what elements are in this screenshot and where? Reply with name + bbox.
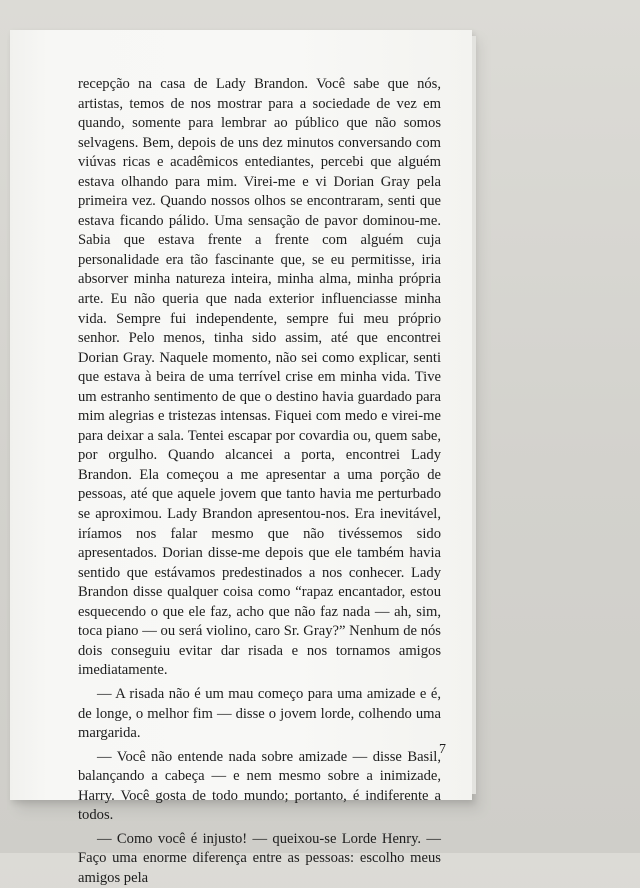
paragraph-3: — Você não entende nada sobre amizade — disse Basil, balançando a cabeça — e nem mesmo sobre a inimizade, Harry. Você gosta de todo mundo; portanto, é indiferente a todos.	[78, 748, 441, 824]
paragraph-1: recepção na casa de Lady Brandon. Você sabe que nós, artistas, temos de nos mostrar para a sociedade de vez em quando, somente para lembrar ao público que não somos selvagens. Bem, depois de uns dez minutos conversando com viúvas ricas e acadêmicos entediantes, percebi que alguém estava olhando para mim. Virei-me e vi Dorian Gray pela primeira vez. Quando nossos olhos se encontraram, senti que estava ficando pálido. Uma sensação de pavor dominou-me. Sabia que estava frente a frente com alguém cuja personalidade era tão fascinante que, se eu permitisse, iria absorver minha natureza inteira, minha alma, minha própria arte. Eu não queria que nada exterior influenciasse minha vida. Sempre fui independente, sempre fui meu próprio senhor. Pelo menos, tinha sido assim, até que encontrei Dorian Gray. Naquele momento, não sei como explicar, senti que estava à beira de uma terrível crise em minha vida. Tive um estranho sentimento de que o destino havia guardado para mim alegrias e tristezas intensas. Fiquei com medo e virei-me para deixar a sala. Tentei escapar por covardia ou, quem sabe, por orgulho. Quando alcancei a porta, encontrei Lady Brandon. Ela começou a me apresentar a uma porção de pessoas, até que aquele jovem que tanto havia me perturbado se aproximou. Lady Brandon apresentou-nos. Era inevitável, iríamos nos falar mesmo que não tivéssemos sido apresentados. Dorian disse-me depois que ele também havia sentido que estávamos predestinados a nos conhecer. Lady Brandon disse qualquer coisa como “rapaz encantador, estou esquecendo o que ele faz, acho que não faz nada — ah, sim, toca piano — ou será violino, caro Sr. Gray?” Nenhum de nós dois conseguiu evitar dar risada e nos tornamos amigos imediatamente.	[78, 76, 441, 679]
paragraph-2: — A risada não é um mau começo para uma amizade e é, de longe, o melhor fim — disse o jovem lorde, colhendo uma margarida.	[78, 685, 441, 742]
paragraph-4: — Como você é injusto! — queixou-se Lorde Henry. — Faço uma enorme diferença entre as pessoas: escolho meus amigos pela	[78, 830, 441, 886]
page-edge	[472, 36, 476, 794]
page-number: 7	[439, 742, 446, 757]
book-page	[10, 30, 472, 886]
page-text	[78, 75, 441, 888]
